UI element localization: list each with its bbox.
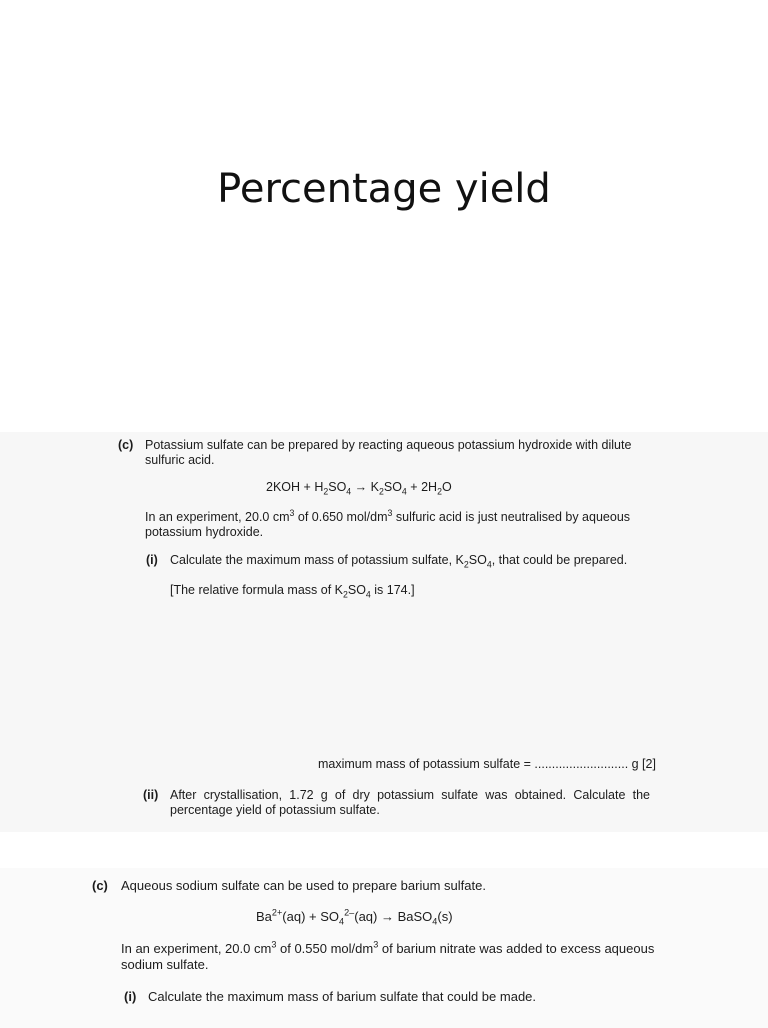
reaction-arrow: → — [380, 909, 394, 924]
experiment-text: In an experiment, 20.0 $cm^3$ of 0.650 mol/$dm^3$ sulfuric acid is just neutralised by aqueous potassium hydroxide. — [145, 507, 631, 539]
question-intro: Aqueous sodium sulfate can be used to prepare barium sulfate. — [121, 878, 486, 893]
question-label: (c) — [92, 878, 108, 893]
reaction-arrow: → — [354, 480, 368, 494]
answer-line: maximum mass of potassium sulfate = ........................... g [2] — [318, 757, 656, 771]
scanned-question-barium-sulfate — [0, 868, 768, 1028]
part-label: (i) — [146, 553, 158, 567]
question-intro: Potassium sulfate can be prepared by reacting aqueous potassium hydroxide with dilute sulfuric acid. — [145, 438, 632, 467]
scanned-question-potassium-sulfate — [0, 432, 768, 832]
chemical-equation: $2KOH + H_2SO_4 \to K_2SO_4 + 2H_2O$ — [266, 480, 452, 497]
formula-mass-note: [The relative formula mass of $K_2SO_4$ is 174.] — [170, 583, 415, 600]
part-ii-text: After crystallisation, 1.72 g of dry potassium sulfate was obtained. Calculate the percentage yield of potassium sulfate. — [170, 788, 650, 817]
experiment-text: In an experiment, 20.0 $cm^3$ of 0.550 mol/$dm^3$ of barium nitrate was added to excess aqueous sodium sulfate. — [121, 939, 655, 972]
part-i-text: Calculate the maximum mass of barium sulfate that could be made. — [148, 989, 537, 1004]
question-label: (c) — [118, 438, 134, 452]
part-label: (i) — [124, 989, 137, 1004]
ionic-equation: $Ba^{2+}(aq) + SO_4^{2-}(aq)$ → BaSO$_4$(s) — [256, 907, 453, 927]
slide-title: Percentage yield — [217, 166, 551, 212]
part-label: (ii) — [143, 788, 159, 802]
part-i-text: Calculate the maximum mass of potassium sulfate, $K_2SO_4$, that could be prepared. — [170, 553, 628, 570]
